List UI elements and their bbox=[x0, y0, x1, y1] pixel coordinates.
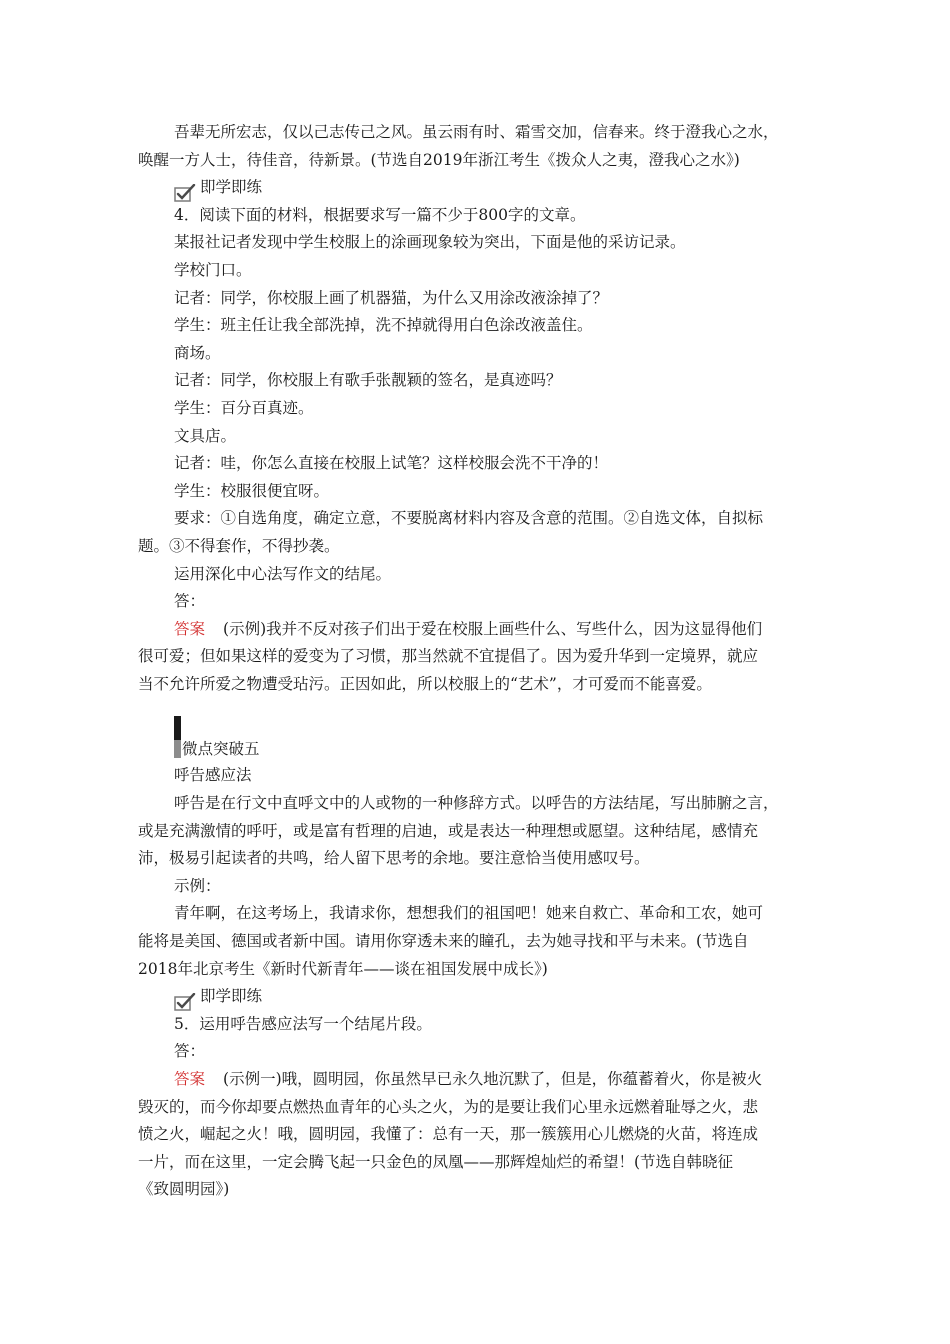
practice-heading-1 bbox=[138, 174, 828, 202]
answer-line-2: 毁灭的，而今你却要点燃热血青年的心头之火，为的是要让我们心里永远燃着耻辱之火，悲 bbox=[138, 1097, 759, 1116]
answer-line-3: 当不允许所爱之物遭受玷污。正因如此，所以校服上的“艺术”，才可爱而不能喜爱。 bbox=[138, 674, 712, 693]
material-line: 记者：哇，你怎么直接在校服上试笔？这样校服会洗不干净的！ bbox=[174, 454, 609, 473]
material-line: 学校门口。 bbox=[174, 260, 252, 279]
requirement-line-2: 题。③不得套作，不得抄袭。 bbox=[138, 536, 340, 555]
section-title: 微点突破五 bbox=[182, 740, 260, 759]
answer-text: (示例一)哦，圆明园，你虽然早已永久地沉默了，但是，你蕴蓄着火，你是被火 bbox=[223, 1070, 763, 1088]
material-line: 记者：同学，你校服上画了机器猫，为什么又用涂改液涂掉了？ bbox=[174, 288, 609, 307]
answer-label: 答案 bbox=[174, 619, 206, 638]
section-heading bbox=[138, 716, 828, 762]
passage-line-1: 吾辈无所宏志，仅以己志传己之风。虽云雨有时、霜雪交加，信春来。终于澄我心之水， bbox=[174, 123, 779, 141]
requirement-line-1: 要求：①自选角度，确定立意，不要脱离材料内容及含意的范围。②自选文体，自拟标 bbox=[174, 509, 764, 528]
answer-label: 答案 bbox=[174, 1070, 206, 1088]
answer-line-1 bbox=[138, 1066, 828, 1094]
practice-label: 即学即练 bbox=[200, 987, 263, 1006]
answer-line-4: 一片，而在这里，一定会腾飞起一只金色的凤凰——那辉煌灿烂的希望！(节选自韩晓征 bbox=[138, 1152, 734, 1171]
answer-text: (示例)我并不反对孩子们出于爱在校服上画些什么、写些什么，因为这显得他们 bbox=[223, 619, 763, 638]
material-line: 某报社记者发现中学生校服上的涂画现象较为突出，下面是他的采访记录。 bbox=[174, 233, 686, 252]
checkbox-check-icon bbox=[174, 993, 196, 1011]
page-content bbox=[138, 119, 828, 1204]
example-line-3: 2018年北京考生《新时代新青年——谈在祖国发展中成长》) bbox=[138, 959, 548, 978]
material-line: 文具店。 bbox=[174, 426, 237, 445]
material-line: 商场。 bbox=[174, 343, 221, 362]
material-line: 学生：校服很便宜呀。 bbox=[174, 481, 330, 500]
example-line-1: 青年啊，在这考场上，我请求你，想想我们的祖国吧！她来自救亡、革命和工农，她可 bbox=[174, 904, 764, 923]
answer-line-3: 愤之火，崛起之火！哦，圆明园，我懂了：总有一天，那一簇簇用心儿燃烧的火苗，将连成 bbox=[138, 1125, 759, 1144]
answer-prompt: 答： bbox=[174, 592, 206, 611]
checkbox-check-icon bbox=[174, 184, 196, 202]
method-line: 运用深化中心法写作文的结尾。 bbox=[174, 564, 392, 583]
section-desc-line-3: 沛，极易引起读者的共鸣，给人留下思考的余地。要注意恰当使用感叹号。 bbox=[138, 849, 650, 868]
material-line: 学生：百分百真迹。 bbox=[174, 398, 314, 417]
section-subtitle: 呼告感应法 bbox=[174, 766, 252, 785]
answer-line-5: 《致圆明园》) bbox=[138, 1180, 230, 1199]
answer-line-2: 很可爱；但如果这样的爱变为了习惯，那当然就不宜提倡了。因为爱升华到一定境界，就应 bbox=[138, 647, 759, 666]
question-5: 5．运用呼告感应法写一个结尾片段。 bbox=[174, 1014, 432, 1033]
material-line: 学生：班主任让我全部洗掉，洗不掉就得用白色涂改液盖住。 bbox=[174, 316, 593, 335]
example-label: 示例： bbox=[174, 876, 221, 895]
practice-label: 即学即练 bbox=[200, 178, 263, 197]
section-bar-icon bbox=[174, 716, 181, 758]
section-desc-line-2: 或是充满激情的呼吁，或是富有哲理的启迪，或是表达一种理想或愿望。这种结尾，感情充 bbox=[138, 821, 759, 840]
practice-heading-2 bbox=[138, 983, 828, 1011]
example-line-2: 能将是美国、德国或者新中国。请用你穿透未来的瞳孔，去为她寻找和平与未来。(节选自 bbox=[138, 932, 749, 951]
material-line: 记者：同学，你校服上有歌手张靓颖的签名，是真迹吗？ bbox=[174, 371, 562, 390]
answer-line-1 bbox=[138, 616, 828, 644]
question-4: 4．阅读下面的材料，根据要求写一篇不少于800字的文章。 bbox=[174, 205, 586, 224]
passage-line-2: 唤醒一方人士，待佳音，待新景。(节选自2019年浙江考生《拨众人之夷，澄我心之水》) bbox=[138, 150, 740, 169]
section-desc-line-1: 呼告是在行文中直呼文中的人或物的一种修辞方式。以呼告的方法结尾，写出肺腑之言， bbox=[174, 794, 779, 813]
answer-prompt: 答： bbox=[174, 1042, 206, 1061]
